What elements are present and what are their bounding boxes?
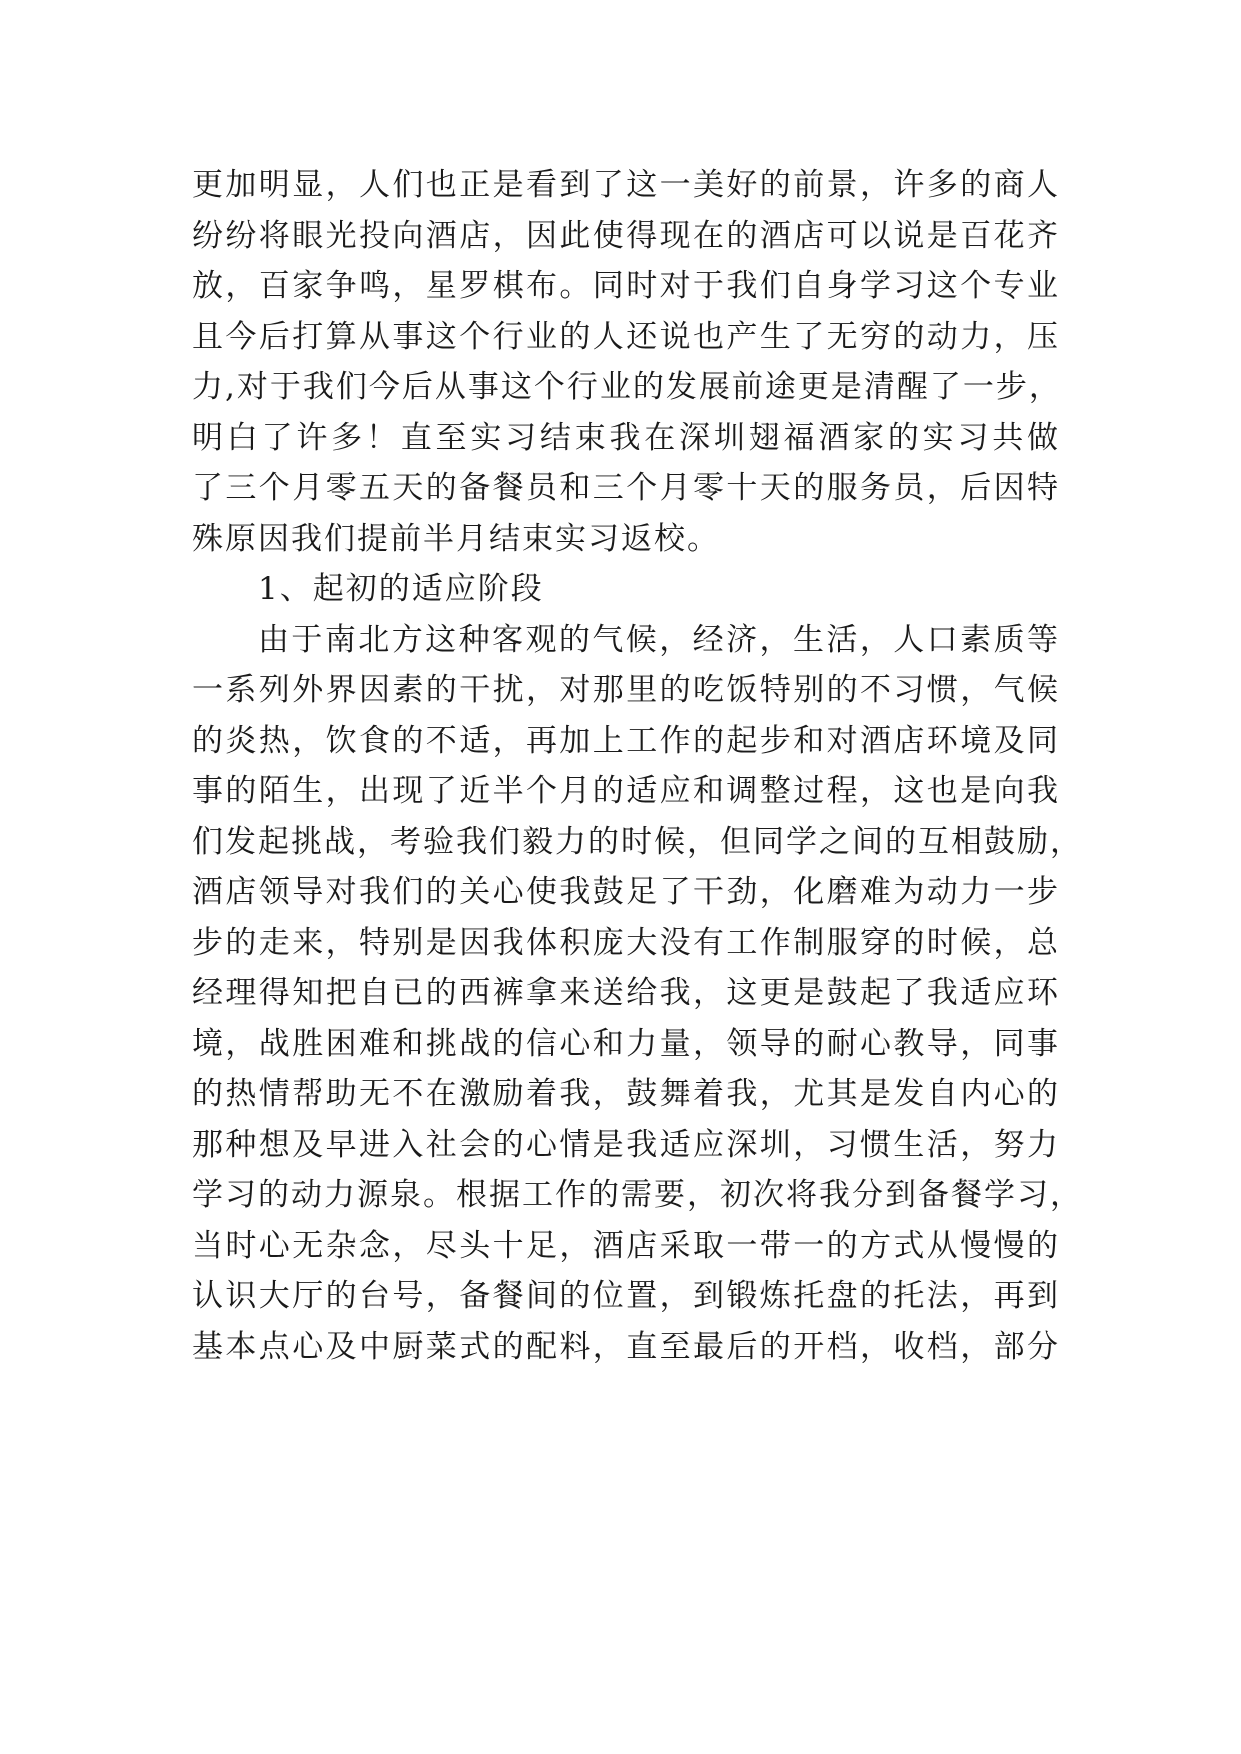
text-line: 经理得知把自已的西裤拿来送给我，这更是鼓起了我适应环	[192, 975, 1060, 1011]
text-line: 了三个月零五天的备餐员和三个月零十天的服务员，后因特	[192, 470, 1060, 506]
text-line: 殊原因我们提前半月结束实习返校。	[192, 520, 720, 557]
text-line: 学习的动力源泉。根据工作的需要，初次将我分到备餐学习，	[192, 1177, 1083, 1213]
text-line: 事的陌生，出现了近半个月的适应和调整过程，这也是向我	[192, 773, 1060, 809]
text-line: 步的走来，特别是因我体积庞大没有工作制服穿的时候，总	[192, 924, 1060, 961]
text-line: 纷纷将眼光投向酒店，因此使得现在的酒店可以说是百花齐	[192, 217, 1060, 254]
text-line: 的炎热，饮食的不适，再加上工作的起步和对酒店环境及同	[192, 722, 1060, 759]
text-line: 境，战胜困难和挑战的信心和力量，领导的耐心教导，同事	[192, 1025, 1060, 1062]
text-line: 由于南北方这种客观的气候，经济，生活，人口素质等	[258, 621, 1060, 658]
text-line: 的热情帮助无不在激励着我，鼓舞着我，尤其是发自内心的	[192, 1076, 1060, 1112]
text-line: 认识大厅的台号，备餐间的位置，到锻炼托盘的托法，再到	[192, 1278, 1060, 1314]
text-line: 们发起挑战，考验我们毅力的时候，但同学之间的互相鼓励，	[192, 823, 1083, 860]
text-line: 基本点心及中厨菜式的配料，直至最后的开档，收档，部分	[192, 1328, 1060, 1365]
text-line: 一系列外界因素的干扰，对那里的吃饭特别的不习惯，气候	[192, 672, 1060, 708]
text-line: 那种想及早进入社会的心情是我适应深圳，习惯生活，努力	[192, 1126, 1060, 1163]
text-line: 当时心无杂念，尽头十足，酒店采取一带一的方式从慢慢的	[192, 1227, 1060, 1264]
text-line: 酒店领导对我们的关心使我鼓足了干劲，化磨难为动力一步	[192, 874, 1060, 910]
text-line: 更加明显，人们也正是看到了这一美好的前景，许多的商人	[192, 167, 1060, 203]
text-line: 力,对于我们今后从事这个行业的发展前途更是清醒了一步，	[192, 369, 1062, 405]
document-body	[192, 160, 1083, 1372]
text-line: 且今后打算从事这个行业的人还说也产生了无穷的动力，压	[192, 318, 1060, 355]
text-line: 放，百家争鸣，星罗棋布。同时对于我们自身学习这个专业	[192, 268, 1060, 304]
text-line: 明白了许多！直至实习结束我在深圳翅福酒家的实习共做	[192, 419, 1060, 456]
section-heading: 1、起初的适应阶段	[258, 571, 544, 607]
